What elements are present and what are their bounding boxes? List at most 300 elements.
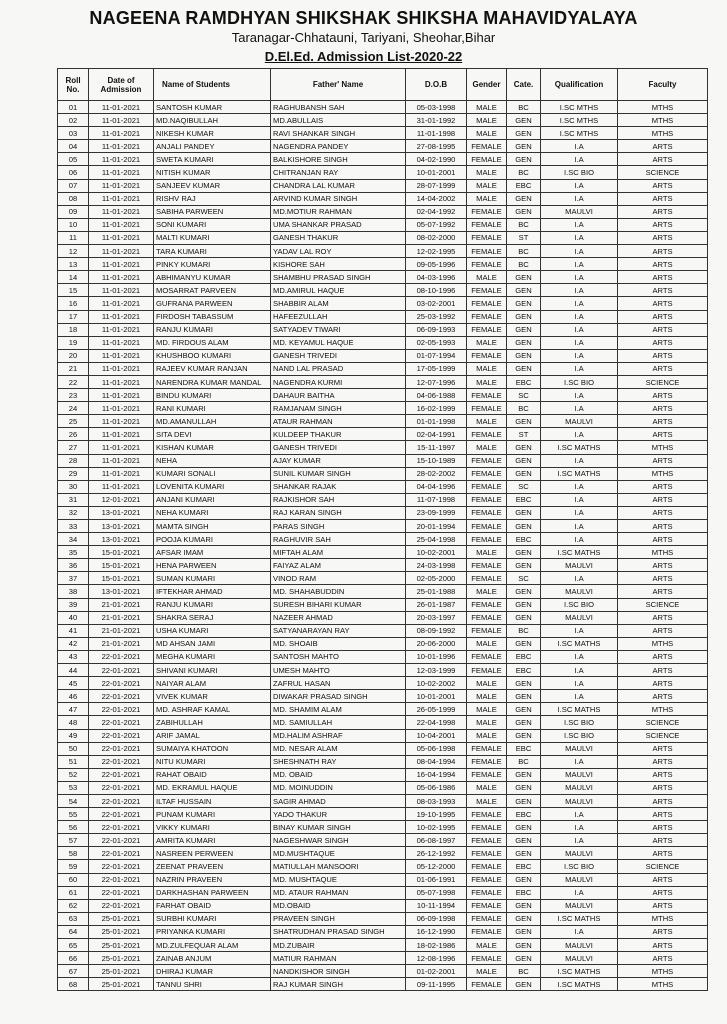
- category-cell: SC: [507, 572, 541, 585]
- table-row: [58, 336, 708, 349]
- category-cell: GEN: [507, 598, 541, 611]
- list-title: D.El.Ed. Admission List-2020-22: [264, 49, 463, 64]
- category-cell: GEN: [507, 952, 541, 965]
- gender-cell: MALE: [467, 114, 507, 127]
- table-row: [58, 520, 708, 533]
- qualification-cell: I.SC BIO: [541, 716, 618, 729]
- category-cell: GEN: [507, 847, 541, 860]
- date-of-birth-cell: 19-10-1995: [406, 808, 467, 821]
- gender-cell: FEMALE: [467, 572, 507, 585]
- category-cell: GEN: [507, 271, 541, 284]
- student-name-cell: PUNAM KUMARI: [154, 808, 271, 821]
- student-name-cell: MALTI KUMARI: [154, 231, 271, 244]
- category-cell: GEN: [507, 939, 541, 952]
- gender-cell: FEMALE: [467, 506, 507, 519]
- qualification-cell: I.A: [541, 480, 618, 493]
- date-of-birth-cell: 28-07-1999: [406, 179, 467, 192]
- faculty-cell: ARTS: [618, 664, 708, 677]
- gender-cell: FEMALE: [467, 153, 507, 166]
- gender-cell: FEMALE: [467, 742, 507, 755]
- institution-name: NAGEENA RAMDHYAN SHIKSHAK SHIKSHA MAHAVIDYALAYA: [89, 8, 638, 28]
- father-name-cell: RAJ KARAN SINGH: [271, 506, 406, 519]
- table-row: [58, 677, 708, 690]
- student-name-cell: VIVEK KUMAR: [154, 690, 271, 703]
- faculty-cell: ARTS: [618, 781, 708, 794]
- category-cell: GEN: [507, 467, 541, 480]
- date-of-birth-cell: 10-04-2001: [406, 729, 467, 742]
- father-name-cell: SAGIR AHMAD: [271, 794, 406, 807]
- admission-date-cell: 15-01-2021: [89, 559, 154, 572]
- category-cell: EBC: [507, 533, 541, 546]
- faculty-cell: MTHS: [618, 637, 708, 650]
- date-of-birth-cell: 01-02-2001: [406, 965, 467, 978]
- father-name-cell: MATIULLAH MANSOORI: [271, 860, 406, 873]
- qualification-cell: I.SC BIO: [541, 166, 618, 179]
- student-name-cell: KISHAN KUMAR: [154, 441, 271, 454]
- father-name-cell: RAGHUBANSH SAH: [271, 101, 406, 114]
- faculty-cell: ARTS: [618, 650, 708, 663]
- category-cell: GEN: [507, 520, 541, 533]
- qualification-cell: I.A: [541, 140, 618, 153]
- faculty-cell: ARTS: [618, 899, 708, 912]
- father-name-cell: MD. ATAUR RAHMAN: [271, 886, 406, 899]
- roll-number-cell: 27: [58, 441, 89, 454]
- date-of-birth-cell: 20-03-1997: [406, 611, 467, 624]
- student-name-cell: BINDU KUMARI: [154, 389, 271, 402]
- gender-cell: FEMALE: [467, 664, 507, 677]
- father-name-cell: MD. MOINUDDIN: [271, 781, 406, 794]
- faculty-cell: ARTS: [618, 179, 708, 192]
- roll-number-cell: 22: [58, 375, 89, 388]
- date-of-birth-cell: 05-07-1992: [406, 218, 467, 231]
- student-name-cell: MD.NAQIBULLAH: [154, 114, 271, 127]
- table-row: [58, 925, 708, 938]
- student-name-cell: HENA PARWEEN: [154, 559, 271, 572]
- father-name-cell: MD.OBAID: [271, 899, 406, 912]
- roll-number-cell: 40: [58, 611, 89, 624]
- category-cell: GEN: [507, 546, 541, 559]
- category-cell: GEN: [507, 153, 541, 166]
- category-cell: GEN: [507, 336, 541, 349]
- faculty-cell: ARTS: [618, 245, 708, 258]
- col-father: Father' Name: [271, 69, 406, 101]
- qualification-cell: MAULVI: [541, 952, 618, 965]
- roll-number-cell: 29: [58, 467, 89, 480]
- student-name-cell: SUMAIYA KHATOON: [154, 742, 271, 755]
- qualification-cell: I.A: [541, 454, 618, 467]
- father-name-cell: MD.AMIRUL HAQUE: [271, 284, 406, 297]
- roll-number-cell: 28: [58, 454, 89, 467]
- father-name-cell: DIWAKAR PRASAD SINGH: [271, 690, 406, 703]
- qualification-cell: I.A: [541, 179, 618, 192]
- date-of-birth-cell: 16-04-1994: [406, 768, 467, 781]
- qualification-cell: MAULVI: [541, 873, 618, 886]
- table-row: [58, 415, 708, 428]
- student-name-cell: FARHAT OBAID: [154, 899, 271, 912]
- gender-cell: FEMALE: [467, 297, 507, 310]
- gender-cell: FEMALE: [467, 218, 507, 231]
- table-row: [58, 585, 708, 598]
- roll-number-cell: 36: [58, 559, 89, 572]
- admission-date-cell: 11-01-2021: [89, 480, 154, 493]
- faculty-cell: ARTS: [618, 362, 708, 375]
- gender-cell: FEMALE: [467, 978, 507, 991]
- date-of-birth-cell: 14-04-2002: [406, 192, 467, 205]
- roll-number-cell: 64: [58, 925, 89, 938]
- admission-date-cell: 11-01-2021: [89, 271, 154, 284]
- father-name-cell: MIFTAH ALAM: [271, 546, 406, 559]
- student-name-cell: MAMTA SINGH: [154, 520, 271, 533]
- date-of-birth-cell: 06-08-1997: [406, 834, 467, 847]
- student-name-cell: NITISH KUMAR: [154, 166, 271, 179]
- faculty-cell: ARTS: [618, 611, 708, 624]
- category-cell: GEN: [507, 925, 541, 938]
- student-name-cell: VIKKY KUMARI: [154, 821, 271, 834]
- admission-date-cell: 22-01-2021: [89, 690, 154, 703]
- father-name-cell: DAHAUR BAITHA: [271, 389, 406, 402]
- admission-date-cell: 22-01-2021: [89, 755, 154, 768]
- col-date: Date of Admission: [89, 69, 154, 101]
- admission-date-cell: 22-01-2021: [89, 729, 154, 742]
- category-cell: GEN: [507, 781, 541, 794]
- student-name-cell: NAIYAR ALAM: [154, 677, 271, 690]
- date-of-birth-cell: 17-05-1999: [406, 362, 467, 375]
- father-name-cell: MATIUR RAHMAN: [271, 952, 406, 965]
- student-name-cell: MD. FIRDOUS ALAM: [154, 336, 271, 349]
- gender-cell: FEMALE: [467, 834, 507, 847]
- qualification-cell: I.A: [541, 297, 618, 310]
- student-name-cell: ZEENAT PRAVEEN: [154, 860, 271, 873]
- faculty-cell: SCIENCE: [618, 598, 708, 611]
- qualification-cell: MAULVI: [541, 742, 618, 755]
- table-row: [58, 297, 708, 310]
- admission-date-cell: 11-01-2021: [89, 205, 154, 218]
- faculty-cell: ARTS: [618, 572, 708, 585]
- father-name-cell: UMA SHANKAR PRASAD: [271, 218, 406, 231]
- date-of-birth-cell: 08-10-1996: [406, 284, 467, 297]
- category-cell: GEN: [507, 768, 541, 781]
- qualification-cell: MAULVI: [541, 794, 618, 807]
- date-of-birth-cell: 20-01-1994: [406, 520, 467, 533]
- category-cell: BC: [507, 258, 541, 271]
- qualification-cell: I.A: [541, 323, 618, 336]
- roll-number-cell: 07: [58, 179, 89, 192]
- gender-cell: FEMALE: [467, 559, 507, 572]
- qualification-cell: I.A: [541, 258, 618, 271]
- qualification-cell: I.SC MATHS: [541, 912, 618, 925]
- roll-number-cell: 05: [58, 153, 89, 166]
- category-cell: BC: [507, 218, 541, 231]
- gender-cell: FEMALE: [467, 886, 507, 899]
- admission-date-cell: 21-01-2021: [89, 611, 154, 624]
- faculty-cell: ARTS: [618, 520, 708, 533]
- roll-number-cell: 31: [58, 493, 89, 506]
- admission-date-cell: 11-01-2021: [89, 323, 154, 336]
- admission-date-cell: 11-01-2021: [89, 428, 154, 441]
- faculty-cell: SCIENCE: [618, 375, 708, 388]
- roll-number-cell: 19: [58, 336, 89, 349]
- father-name-cell: MD. OBAID: [271, 768, 406, 781]
- admission-date-cell: 13-01-2021: [89, 533, 154, 546]
- student-name-cell: NIKESH KUMAR: [154, 127, 271, 140]
- admission-date-cell: 11-01-2021: [89, 454, 154, 467]
- gender-cell: MALE: [467, 585, 507, 598]
- table-row: [58, 729, 708, 742]
- category-cell: EBC: [507, 664, 541, 677]
- qualification-cell: I.A: [541, 808, 618, 821]
- student-name-cell: DHIRAJ KUMAR: [154, 965, 271, 978]
- father-name-cell: MD. KEYAMUL HAQUE: [271, 336, 406, 349]
- category-cell: GEN: [507, 873, 541, 886]
- qualification-cell: I.A: [541, 506, 618, 519]
- table-row: [58, 310, 708, 323]
- qualification-cell: I.A: [541, 520, 618, 533]
- date-of-birth-cell: 10-01-2001: [406, 690, 467, 703]
- qualification-cell: I.SC BIO: [541, 860, 618, 873]
- student-name-cell: MD AHSAN JAMI: [154, 637, 271, 650]
- gender-cell: FEMALE: [467, 650, 507, 663]
- student-name-cell: ANJANI KUMARI: [154, 493, 271, 506]
- qualification-cell: I.SC MTHS: [541, 114, 618, 127]
- roll-number-cell: 54: [58, 794, 89, 807]
- gender-cell: MALE: [467, 939, 507, 952]
- admission-date-cell: 22-01-2021: [89, 781, 154, 794]
- gender-cell: FEMALE: [467, 428, 507, 441]
- student-name-cell: NITU KUMARI: [154, 755, 271, 768]
- student-name-cell: PINKY KUMARI: [154, 258, 271, 271]
- qualification-cell: I.SC MATHS: [541, 546, 618, 559]
- gender-cell: FEMALE: [467, 349, 507, 362]
- category-cell: SC: [507, 480, 541, 493]
- category-cell: GEN: [507, 677, 541, 690]
- category-cell: GEN: [507, 506, 541, 519]
- faculty-cell: MTHS: [618, 467, 708, 480]
- father-name-cell: GANESH TRIVEDI: [271, 349, 406, 362]
- date-of-birth-cell: 08-09-1992: [406, 624, 467, 637]
- category-cell: EBC: [507, 886, 541, 899]
- roll-number-cell: 65: [58, 939, 89, 952]
- faculty-cell: ARTS: [618, 742, 708, 755]
- admission-date-cell: 22-01-2021: [89, 794, 154, 807]
- faculty-cell: SCIENCE: [618, 729, 708, 742]
- admission-date-cell: 11-01-2021: [89, 258, 154, 271]
- student-name-cell: NARENDRA KUMAR MANDAL: [154, 375, 271, 388]
- gender-cell: FEMALE: [467, 873, 507, 886]
- table-row: [58, 821, 708, 834]
- gender-cell: MALE: [467, 716, 507, 729]
- date-of-birth-cell: 09-11-1995: [406, 978, 467, 991]
- father-name-cell: YADAV LAL ROY: [271, 245, 406, 258]
- category-cell: EBC: [507, 179, 541, 192]
- student-name-cell: GUFRANA PARWEEN: [154, 297, 271, 310]
- date-of-birth-cell: 16-02-1999: [406, 402, 467, 415]
- category-cell: GEN: [507, 415, 541, 428]
- admission-date-cell: 22-01-2021: [89, 847, 154, 860]
- admission-date-cell: 11-01-2021: [89, 179, 154, 192]
- category-cell: GEN: [507, 637, 541, 650]
- table-row: [58, 402, 708, 415]
- gender-cell: FEMALE: [467, 480, 507, 493]
- date-of-birth-cell: 05-06-1986: [406, 781, 467, 794]
- col-dob: D.O.B: [406, 69, 467, 101]
- qualification-cell: MAULVI: [541, 585, 618, 598]
- father-name-cell: GANESH THAKUR: [271, 231, 406, 244]
- date-of-birth-cell: 06-09-1993: [406, 323, 467, 336]
- father-name-cell: SHESHNATH RAY: [271, 755, 406, 768]
- roll-number-cell: 14: [58, 271, 89, 284]
- father-name-cell: CHANDRA LAL KUMAR: [271, 179, 406, 192]
- student-name-cell: RANI KUMARI: [154, 402, 271, 415]
- category-cell: BC: [507, 245, 541, 258]
- roll-number-cell: 52: [58, 768, 89, 781]
- admission-date-cell: 11-01-2021: [89, 114, 154, 127]
- student-name-cell: DARKHASHAN PARWEEN: [154, 886, 271, 899]
- category-cell: GEN: [507, 323, 541, 336]
- gender-cell: MALE: [467, 729, 507, 742]
- student-name-cell: TANNU SHRI: [154, 978, 271, 991]
- date-of-birth-cell: 02-05-1993: [406, 336, 467, 349]
- roll-number-cell: 25: [58, 415, 89, 428]
- qualification-cell: I.A: [541, 821, 618, 834]
- gender-cell: FEMALE: [467, 231, 507, 244]
- gender-cell: FEMALE: [467, 598, 507, 611]
- category-cell: EBC: [507, 808, 541, 821]
- admission-date-cell: 22-01-2021: [89, 677, 154, 690]
- date-of-birth-cell: 25-01-1988: [406, 585, 467, 598]
- admission-date-cell: 22-01-2021: [89, 834, 154, 847]
- faculty-cell: ARTS: [618, 428, 708, 441]
- admission-date-cell: 22-01-2021: [89, 808, 154, 821]
- faculty-cell: MTHS: [618, 965, 708, 978]
- date-of-birth-cell: 12-02-1995: [406, 245, 467, 258]
- admission-date-cell: 22-01-2021: [89, 860, 154, 873]
- gender-cell: MALE: [467, 166, 507, 179]
- student-name-cell: NEHA: [154, 454, 271, 467]
- faculty-cell: ARTS: [618, 297, 708, 310]
- roll-number-cell: 01: [58, 101, 89, 114]
- faculty-cell: MTHS: [618, 978, 708, 991]
- date-of-birth-cell: 25-04-1998: [406, 533, 467, 546]
- table-row: [58, 533, 708, 546]
- gender-cell: MALE: [467, 271, 507, 284]
- father-name-cell: FAIYAZ ALAM: [271, 559, 406, 572]
- faculty-cell: ARTS: [618, 310, 708, 323]
- admission-date-cell: 11-01-2021: [89, 140, 154, 153]
- category-cell: GEN: [507, 205, 541, 218]
- table-header-row: [58, 69, 708, 101]
- roll-number-cell: 21: [58, 362, 89, 375]
- col-faculty: Faculty: [618, 69, 708, 101]
- category-cell: GEN: [507, 284, 541, 297]
- gender-cell: FEMALE: [467, 323, 507, 336]
- date-of-birth-cell: 09-05-1996: [406, 258, 467, 271]
- admission-date-cell: 22-01-2021: [89, 703, 154, 716]
- roll-number-cell: 04: [58, 140, 89, 153]
- faculty-cell: ARTS: [618, 585, 708, 598]
- father-name-cell: SANTOSH MAHTO: [271, 650, 406, 663]
- admission-date-cell: 11-01-2021: [89, 166, 154, 179]
- roll-number-cell: 30: [58, 480, 89, 493]
- father-name-cell: MD. NESAR ALAM: [271, 742, 406, 755]
- table-row: [58, 231, 708, 244]
- category-cell: GEN: [507, 821, 541, 834]
- table-row: [58, 886, 708, 899]
- roll-number-cell: 48: [58, 716, 89, 729]
- date-of-birth-cell: 08-03-1993: [406, 794, 467, 807]
- table-row: [58, 781, 708, 794]
- qualification-cell: MAULVI: [541, 415, 618, 428]
- faculty-cell: ARTS: [618, 808, 708, 821]
- faculty-cell: ARTS: [618, 559, 708, 572]
- table-row: [58, 873, 708, 886]
- category-cell: GEN: [507, 703, 541, 716]
- faculty-cell: ARTS: [618, 231, 708, 244]
- father-name-cell: ZAFRUL HASAN: [271, 677, 406, 690]
- roll-number-cell: 56: [58, 821, 89, 834]
- student-name-cell: ILTAF HUSSAIN: [154, 794, 271, 807]
- qualification-cell: I.A: [541, 284, 618, 297]
- date-of-birth-cell: 26-01-1987: [406, 598, 467, 611]
- qualification-cell: I.SC MTHS: [541, 101, 618, 114]
- admission-date-cell: 21-01-2021: [89, 598, 154, 611]
- student-name-cell: FIRDOSH TABASSUM: [154, 310, 271, 323]
- table-row: [58, 755, 708, 768]
- student-name-cell: MEGHA KUMARI: [154, 650, 271, 663]
- table-row: [58, 467, 708, 480]
- qualification-cell: I.A: [541, 755, 618, 768]
- gender-cell: FEMALE: [467, 205, 507, 218]
- admission-date-cell: 22-01-2021: [89, 742, 154, 755]
- table-row: [58, 114, 708, 127]
- table-row: [58, 454, 708, 467]
- roll-number-cell: 46: [58, 690, 89, 703]
- category-cell: GEN: [507, 127, 541, 140]
- student-name-cell: ZAINAB ANJUM: [154, 952, 271, 965]
- faculty-cell: SCIENCE: [618, 166, 708, 179]
- father-name-cell: SATYADEV TIWARI: [271, 323, 406, 336]
- father-name-cell: ATAUR RAHMAN: [271, 415, 406, 428]
- institution-address: Taranagar-Chhatauni, Tariyani, Sheohar,Bihar: [231, 30, 496, 45]
- table-row: [58, 860, 708, 873]
- category-cell: GEN: [507, 140, 541, 153]
- faculty-cell: ARTS: [618, 794, 708, 807]
- gender-cell: FEMALE: [467, 611, 507, 624]
- roll-number-cell: 03: [58, 127, 89, 140]
- category-cell: EBC: [507, 650, 541, 663]
- faculty-cell: ARTS: [618, 349, 708, 362]
- father-name-cell: BALKISHORE SINGH: [271, 153, 406, 166]
- gender-cell: FEMALE: [467, 310, 507, 323]
- date-of-birth-cell: 11-01-1998: [406, 127, 467, 140]
- date-of-birth-cell: 04-02-1990: [406, 153, 467, 166]
- qualification-cell: I.A: [541, 428, 618, 441]
- roll-number-cell: 02: [58, 114, 89, 127]
- category-cell: GEN: [507, 349, 541, 362]
- student-name-cell: RANJU KUMARI: [154, 598, 271, 611]
- category-cell: BC: [507, 166, 541, 179]
- gender-cell: FEMALE: [467, 768, 507, 781]
- student-name-cell: SANJEEV KUMAR: [154, 179, 271, 192]
- date-of-birth-cell: 08-04-1994: [406, 755, 467, 768]
- date-of-birth-cell: 31-01-1992: [406, 114, 467, 127]
- gender-cell: MALE: [467, 965, 507, 978]
- table-row: [58, 166, 708, 179]
- roll-number-cell: 16: [58, 297, 89, 310]
- date-of-birth-cell: 10-02-1995: [406, 821, 467, 834]
- table-row: [58, 258, 708, 271]
- qualification-cell: MAULVI: [541, 847, 618, 860]
- student-name-cell: AFSAR IMAM: [154, 546, 271, 559]
